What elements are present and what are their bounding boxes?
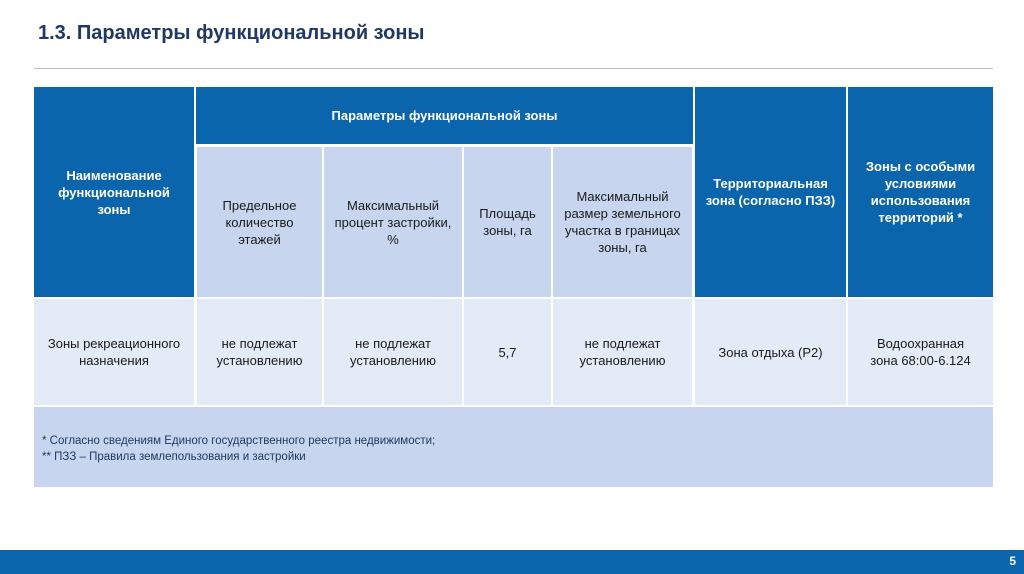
cell-zone-name: Зоны рекреационного назначения xyxy=(34,299,194,405)
page-title: 1.3. Параметры функциональной зоны xyxy=(38,22,425,44)
header-build-percent: Максимальный процент застройки, % xyxy=(324,147,462,297)
note-egrn: * Согласно сведениям Единого государственного реестра недвижимости; xyxy=(42,435,436,447)
header-special-zones: Зоны с особыми условиями использования территорий * xyxy=(848,87,993,297)
header-plot-size: Максимальный размер земельного участка в границах зоны, га xyxy=(553,147,692,297)
header-area: Площадь зоны, га xyxy=(464,147,551,297)
parameters-table xyxy=(34,87,993,487)
cell-special-zones: Водоохранная зона 68:00-6.124 xyxy=(848,299,993,405)
header-zone-name: Наименование функциональной зоны xyxy=(34,87,194,297)
cell-build-percent: не подлежат установлению xyxy=(324,299,462,405)
header-parameters-group: Параметры функциональной зоны xyxy=(196,87,693,144)
header-floors: Предельное количество этажей xyxy=(197,147,322,297)
cell-floors: не подлежат установлению xyxy=(197,299,322,405)
page-number: 5 xyxy=(1009,554,1016,568)
header-territorial-zone: Территориальная зона (согласно ПЗЗ) xyxy=(695,87,846,297)
cell-territorial-zone: Зона отдыха (Р2) xyxy=(695,299,846,405)
footer-bar xyxy=(0,550,1024,574)
table-notes xyxy=(34,407,993,487)
cell-area: 5,7 xyxy=(464,299,551,405)
title-divider xyxy=(34,68,993,69)
cell-plot-size: не подлежат установлению xyxy=(553,299,692,405)
note-pzz: ** ПЗЗ – Правила землепользования и застройки xyxy=(42,451,306,463)
